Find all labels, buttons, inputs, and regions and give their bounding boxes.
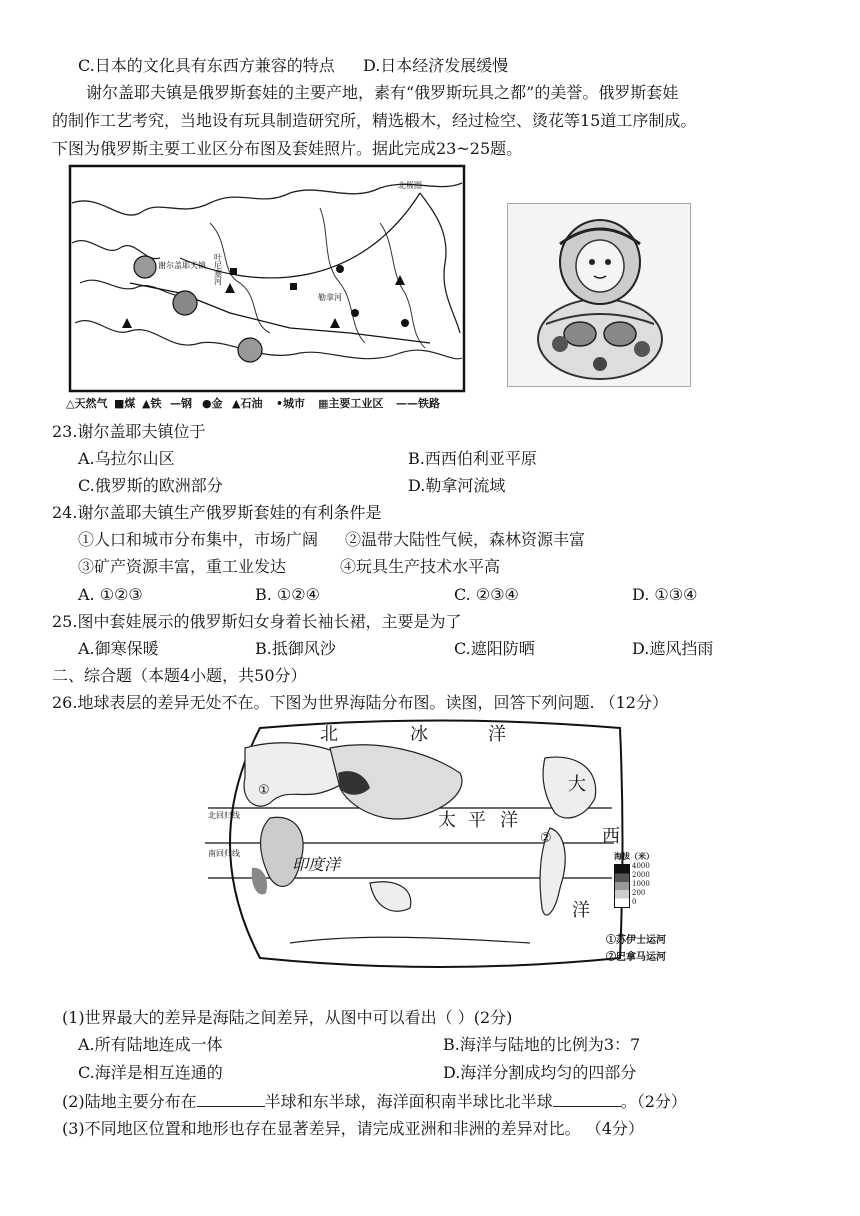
q25-stem: 25.图中套娃展示的俄罗斯妇女身着长袖长裙，主要是为了 bbox=[52, 612, 462, 631]
indian-ocean-label: 印度洋 bbox=[292, 855, 341, 874]
q26-sub1-option-a: A.所有陆地连成一体 bbox=[78, 1035, 223, 1054]
atlantic-char-2: 西 bbox=[602, 826, 620, 847]
answer-blank-1[interactable] bbox=[197, 1090, 265, 1107]
pacific-char-1: 太 bbox=[438, 810, 456, 831]
elevation-values: 4000 2000 1000 200 0 bbox=[632, 862, 650, 906]
legend-oil: ▲石油 bbox=[232, 397, 263, 410]
q26-sub1-option-b: B.海洋与陆地的比例为3：7 bbox=[443, 1035, 641, 1054]
pacific-char-3: 洋 bbox=[500, 810, 518, 831]
q26-sub1-stem: (1)世界最大的差异是海陆之间差异，从图中可以看出（ ）(2分) bbox=[62, 1008, 513, 1027]
marker-suez: ① bbox=[258, 783, 270, 798]
q23-stem: 23.谢尔盖耶夫镇位于 bbox=[52, 422, 206, 441]
world-map bbox=[200, 718, 680, 978]
legend-industrial: ▦主要工业区 bbox=[318, 397, 384, 410]
russia-map-legend bbox=[66, 393, 466, 411]
q26-sub1-option-d: D.海洋分割成均匀的四部分 bbox=[443, 1063, 637, 1082]
russia-industrial-map bbox=[60, 163, 470, 413]
legend-gold: ●金 bbox=[202, 397, 223, 410]
russia-map-graphic bbox=[60, 163, 470, 413]
q24-option-b: B. ①②④ bbox=[255, 585, 320, 604]
elevation-title: 海拔（米） bbox=[614, 851, 654, 861]
matryoshka-doll-icon bbox=[508, 204, 690, 386]
matryoshka-photo bbox=[507, 203, 691, 387]
q25-option-c: C.遮阳防晒 bbox=[454, 639, 535, 658]
canal-legend-2: ②巴拿马运河 bbox=[606, 952, 666, 963]
legend-steel: —钢 bbox=[170, 397, 192, 410]
marker-panama: ② bbox=[540, 831, 552, 846]
tropic-south-label: 南回归线 bbox=[208, 849, 240, 858]
q24-option-c: C. ②③④ bbox=[454, 585, 519, 604]
q24-option-a: A. ①②③ bbox=[78, 585, 143, 604]
q26-stem: 26.地球表层的差异无处不在。下图为世界海陆分布图。读图，回答下列问题. （12分） bbox=[52, 693, 668, 712]
river-label: 叶尼塞河 bbox=[213, 253, 223, 285]
arctic-ocean-char-1: 北 bbox=[320, 724, 338, 745]
q26-sub1-option-c: C.海洋是相互连通的 bbox=[78, 1063, 223, 1082]
intro-line-3: 下图为俄罗斯主要工业区分布图及套娃照片。据此完成23~25题。 bbox=[52, 139, 523, 158]
q25-option-a: A.御寒保暖 bbox=[78, 639, 159, 658]
q23-option-d: D.勒拿河流域 bbox=[408, 476, 506, 495]
q24-item-2: ②温带大陆性气候，森林资源丰富 bbox=[345, 530, 586, 549]
elevation-legend bbox=[614, 851, 684, 911]
legend-iron: ▲铁 bbox=[142, 397, 162, 410]
q25-option-d: D.遮风挡雨 bbox=[632, 639, 714, 658]
atlantic-char-3: 洋 bbox=[572, 900, 590, 921]
arctic-label: 北极圈 bbox=[398, 181, 422, 190]
q26-sub3-stem: (3)不同地区位置和地形也存在显著差异，请完成亚洲和非洲的差异对比。 （4分） bbox=[62, 1119, 644, 1138]
legend-gas: △天然气 bbox=[66, 397, 108, 410]
answer-blank-2[interactable] bbox=[553, 1090, 621, 1107]
legend-coal: ■煤 bbox=[114, 397, 136, 410]
pacific-char-2: 平 bbox=[468, 810, 486, 831]
legend-railway: ——铁路 bbox=[396, 397, 440, 410]
section2-heading: 二、综合题（本题4小题，共50分） bbox=[52, 666, 307, 685]
q24-item-4: ④玩具生产技术水平高 bbox=[340, 557, 501, 576]
arctic-ocean-char-2: 冰 bbox=[410, 724, 428, 745]
q23-option-a: A.乌拉尔山区 bbox=[78, 449, 175, 468]
lena-label: 勒拿河 bbox=[318, 293, 342, 302]
q23-option-b: B.西西伯利亚平原 bbox=[408, 449, 537, 468]
q23-option-c: C.俄罗斯的欧洲部分 bbox=[78, 476, 223, 495]
option-d: D.日本经济发展缓慢 bbox=[362, 56, 509, 75]
legend-city: •城市 bbox=[276, 397, 306, 410]
q24-stem: 24.谢尔盖耶夫镇生产俄罗斯套娃的有利条件是 bbox=[52, 503, 382, 522]
q24-option-d: D. ①③④ bbox=[632, 585, 698, 604]
q25-option-b: B.抵御风沙 bbox=[255, 639, 336, 658]
option-c: C.日本的文化具有东西方兼容的特点 bbox=[78, 56, 335, 75]
arctic-ocean-char-3: 洋 bbox=[488, 724, 506, 745]
prev-question-options bbox=[78, 55, 508, 77]
q24-item-1: ①人口和城市分布集中，市场广阔 bbox=[78, 530, 319, 549]
intro-line-1: 谢尔盖耶夫镇是俄罗斯套娃的主要产地，素有“俄罗斯玩具之都”的美誉。俄罗斯套娃 bbox=[86, 83, 679, 102]
elevation-scale-bar bbox=[614, 864, 630, 908]
q24-item-3: ③矿产资源丰富，重工业发达 bbox=[78, 557, 287, 576]
intro-line-2: 的制作工艺考究，当地设有玩具制造研究所，精选椴木，经过检空、烫花等15道工序制成。 bbox=[52, 111, 697, 130]
tropic-north-label: 北回归线 bbox=[208, 811, 240, 820]
canal-legend-1: ①苏伊士运河 bbox=[606, 935, 666, 946]
atlantic-char-1: 大 bbox=[568, 774, 586, 795]
q26-sub2: (2)陆地主要分布在 半球和东半球，海洋面积南半球比北半球 。（2分） bbox=[62, 1092, 687, 1111]
city-label: 谢尔盖耶夫镇 bbox=[158, 261, 206, 270]
